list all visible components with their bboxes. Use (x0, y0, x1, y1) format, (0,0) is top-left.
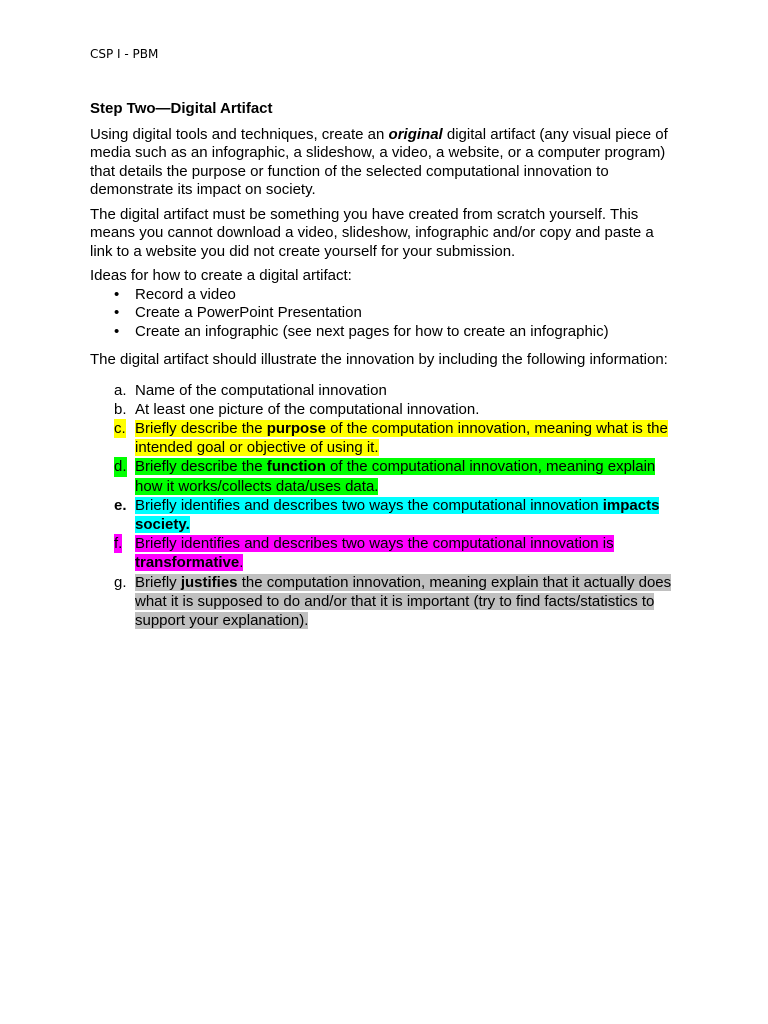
list-item (90, 323, 680, 342)
item-marker: b. (114, 400, 127, 418)
requirement-item (90, 400, 680, 419)
ideas-list (90, 286, 680, 342)
item-marker: e. (114, 496, 127, 514)
list-item-text: Create an infographic (see next pages for how to create an infographic) (135, 322, 609, 340)
item-bold: function (266, 458, 326, 476)
intro-paragraph (90, 126, 680, 200)
requirement-item (90, 496, 680, 534)
item-marker: d. (114, 458, 127, 476)
requirement-item (90, 381, 680, 400)
list-item (90, 286, 680, 305)
requirement-item (90, 419, 680, 457)
item-text (135, 382, 387, 399)
item-text-end: the computation innovation, meaning explain that it actually does what it is supposed to do and/or that it is important (try to find facts/statistics to support your explanation). (135, 573, 672, 629)
requirement-item (90, 573, 680, 631)
section-heading: Step Two—Digital Artifact (90, 100, 273, 117)
item-text (135, 497, 659, 533)
intro-text-end: digital artifact (any visual piece of media such as an infographic, a slideshow, a video, a website, or a computer program) that details the purpose or function of the selected computational innovation to demonstrate its impact on society. (90, 125, 668, 198)
item-text-end: of the computational innovation, meaning explain how it works/collects data/uses data. (135, 458, 656, 495)
item-text-end: of the computation innovation, meaning what is the intended goal or objective of using it. (135, 419, 668, 457)
item-text (135, 420, 668, 456)
item-text-start: Briefly describe the (135, 419, 267, 437)
list-item-text: Create a PowerPoint Presentation (135, 304, 362, 321)
item-marker: a. (114, 381, 127, 399)
item-bold: transformative (135, 554, 240, 572)
item-text-start: Briefly describe the (135, 458, 267, 476)
intro-emphasis: original (388, 125, 443, 143)
bullet-icon: • (114, 285, 120, 303)
originality-paragraph: The digital artifact must be something you have created from scratch yourself. This means you cannot download a video, slideshow, infographic and/or copy and paste a link to a website you did not create yourself for your submission. (90, 205, 654, 260)
list-item-text: Record a video (135, 285, 236, 303)
document-body (90, 100, 680, 630)
item-text (135, 458, 655, 494)
requirements-intro: The digital artifact should illustrate the innovation by including the following information: (90, 351, 668, 368)
list-item (90, 304, 680, 323)
ideas-intro: Ideas for how to create a digital artifact: (90, 267, 352, 284)
item-text (135, 574, 671, 629)
intro-text-start: Using digital tools and techniques, create an (90, 125, 389, 143)
item-text-start: Briefly identifies and describes two ways the computational innovation is (135, 535, 614, 553)
page-header: CSP I - PBM (90, 47, 159, 61)
requirement-item (90, 534, 680, 572)
item-marker: f. (114, 535, 123, 553)
item-bold: justifies (180, 573, 238, 591)
item-text-start: Name of the computational innovation (135, 381, 387, 399)
requirements-list (90, 381, 680, 631)
item-text (135, 401, 479, 418)
bullet-icon: • (114, 304, 120, 321)
item-text (135, 535, 614, 571)
item-marker: g. (114, 573, 127, 591)
item-text-start: At least one picture of the computational innovation. (135, 400, 480, 418)
bullet-icon: • (114, 322, 120, 340)
item-bold: impacts society. (135, 496, 660, 533)
item-bold: purpose (266, 419, 326, 437)
item-marker: c. (114, 419, 126, 437)
item-text-start: Briefly identifies and describes two ways the computational innovation (135, 496, 603, 514)
item-text-end: . (239, 554, 244, 572)
requirement-item (90, 457, 680, 495)
item-text-start: Briefly (135, 573, 181, 591)
